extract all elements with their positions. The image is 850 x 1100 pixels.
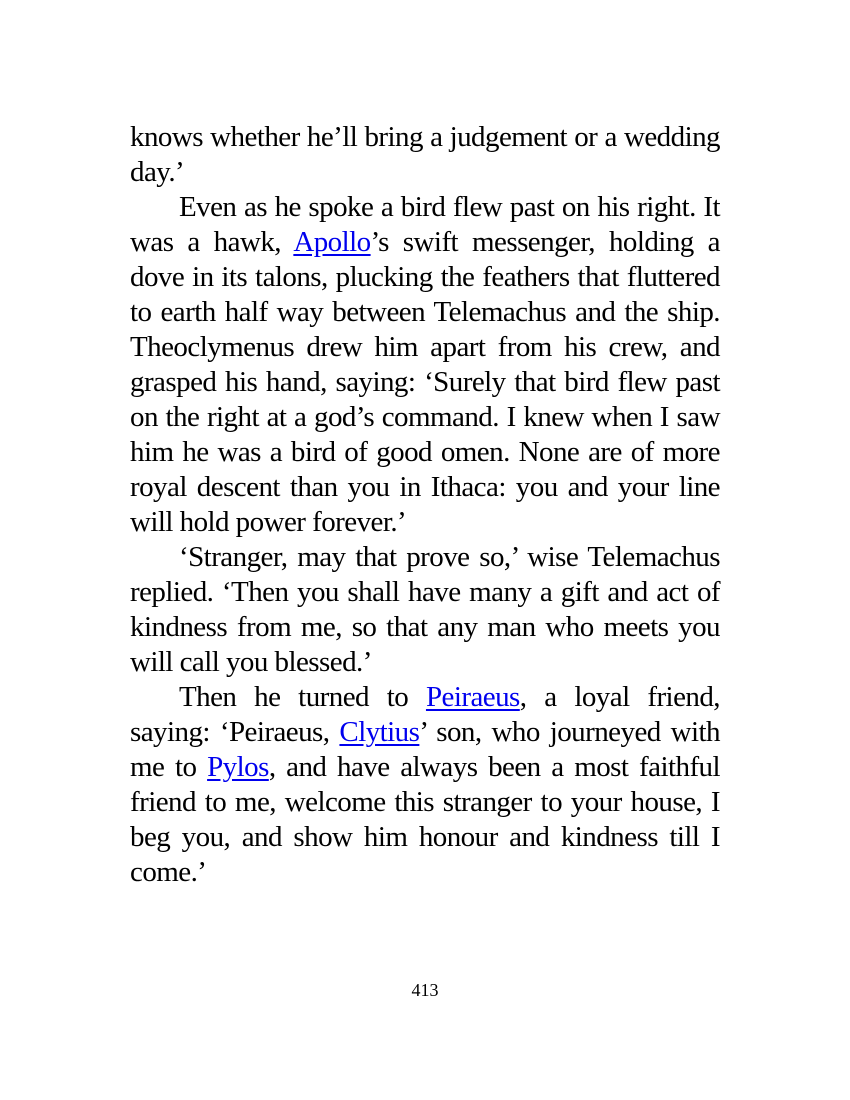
- paragraph: [130, 120, 720, 190]
- text-run: ’ son, who journeyed with me to: [130, 716, 720, 783]
- link-pylos[interactable]: Pylos: [207, 751, 269, 783]
- text-run: , and have always been a most faithful friend to me, welcome this stranger to your house, I beg you, and show him honour and kindness till I come.’: [130, 751, 721, 888]
- link-apollo[interactable]: Apollo: [293, 226, 371, 258]
- paragraph: [130, 680, 720, 890]
- text-run: knows whether he’ll bring a judgement or a wedding day.’: [130, 121, 720, 188]
- text-run: ‘Stranger, may that prove so,’ wise Telemachus replied. ‘Then you shall have many a gift and act of kindness from me, so that any man who meets you will call you blessed.’: [130, 541, 720, 678]
- paragraph: [130, 540, 720, 680]
- page-body: [130, 120, 720, 890]
- paragraph: [130, 190, 720, 540]
- page-number: 413: [411, 980, 439, 1000]
- text-run: ’s swift messenger, holding a dove in its talons, plucking the feathers that fluttered to earth half way between Telemachus and the ship. Theoclymenus drew him apart from his crew, and grasped his hand, saying: ‘Surely that bird flew past on the right at a god’s command. I knew when I saw him he was a bird of good omen. None are of more royal descent than you in Ithaca: you and your line will hold power forever.’: [130, 226, 720, 538]
- text-run: Then he turned to: [179, 681, 426, 713]
- link-clytius[interactable]: Clytius: [339, 716, 420, 748]
- text-run: Even as he spoke a bird flew past on his right. It was a hawk,: [130, 191, 720, 258]
- link-peiraeus[interactable]: Peiraeus: [425, 681, 520, 713]
- text-run: , a loyal friend, saying: ‘Peiraeus,: [130, 681, 720, 748]
